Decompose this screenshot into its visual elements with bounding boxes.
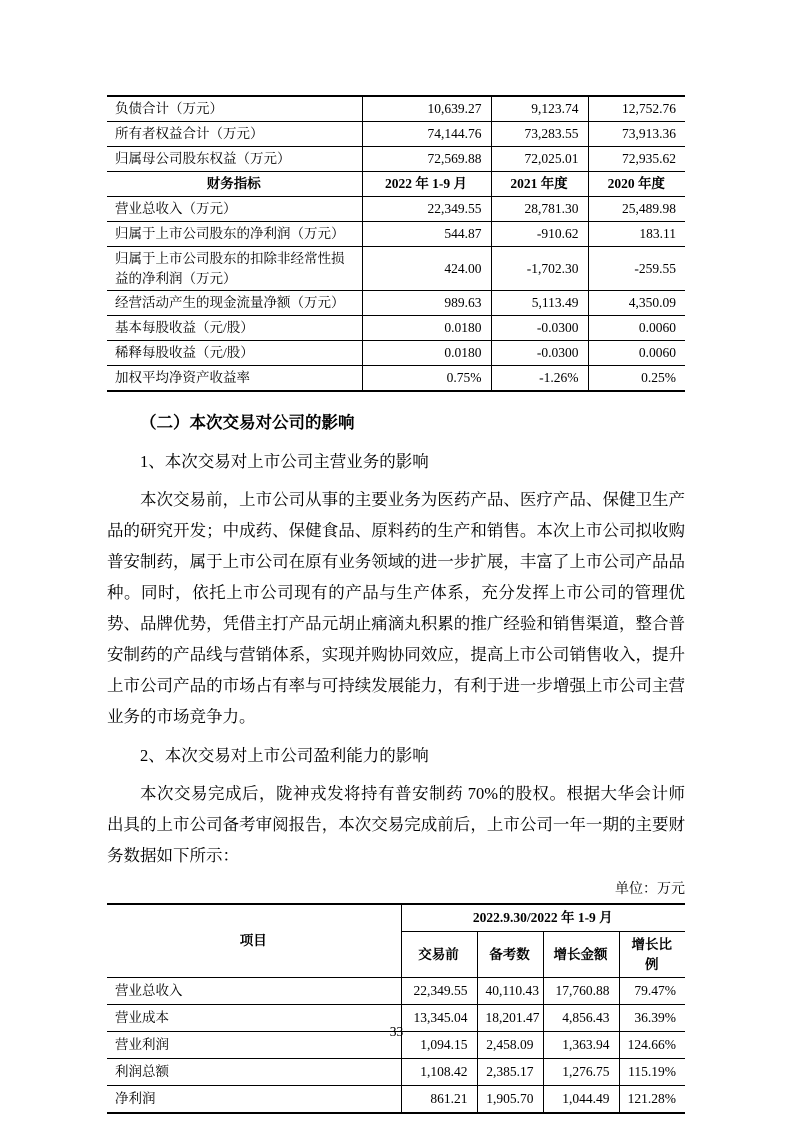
paragraph-2: 本次交易完成后，陇神戎发将持有普安制药 70%的股权。根据大华会计师出具的上市公司备考审阅报告，本次交易完成前后，上市公司一年一期的主要财务数据如下所示：: [107, 784, 685, 866]
cell-value: 424.00: [362, 247, 491, 291]
header-cell: 2020 年度: [588, 172, 685, 197]
cell-value: 0.0060: [588, 341, 685, 366]
cell-value: 544.87: [362, 222, 491, 247]
header-cell: 2022 年 1-9 月: [362, 172, 491, 197]
cell-value: 73,913.36: [588, 122, 685, 147]
table-row: [107, 1086, 685, 1114]
table-row: [107, 366, 685, 392]
cell-value: 73,283.55: [491, 122, 588, 147]
table-row: [107, 316, 685, 341]
cell-value: 13,345.04: [401, 1005, 477, 1032]
header-cell: 财务指标: [107, 172, 362, 197]
pro-forma-table: [107, 903, 685, 1114]
cell-value: 5,113.49: [491, 291, 588, 316]
table-row: [107, 978, 685, 1005]
page-content: [107, 95, 685, 1114]
unit-label: 单位：万元: [615, 882, 685, 898]
cell-value: 72,569.88: [362, 147, 491, 172]
financial-indicators-table: [107, 95, 685, 392]
table-row: [107, 197, 685, 222]
row-label: 营业总收入（万元）: [107, 197, 362, 222]
paragraph-1: 本次交易前，上市公司从事的主要业务为医药产品、医疗产品、保健卫生产品的研究开发；中成药、保健食品、原料药的生产和销售。本次上市公司拟收购普安制药，属于上市公司在原有业务领域的进一步扩展，丰富了上市公司产品品种。同时，依托上市公司现有的产品与生产体系，充分发挥上市公司的管理优势、品牌优势，凭借主打产品元胡止痛滴丸积累的推广经验和销售渠道，整合普安制药的产品线与营销体系，实现并购协同效应，提高上市公司销售收入，提升上市公司产品的市场占有率与可持续发展能力，有利于进一步增强上市公司主营业务的市场竞争力。: [107, 490, 685, 727]
cell-value: 1,276.75: [543, 1059, 619, 1086]
header-cell: 交易前: [401, 932, 477, 978]
header-cell: 2022.9.30/2022 年 1-9 月: [401, 904, 685, 932]
table-row: [107, 222, 685, 247]
cell-value: 22,349.55: [362, 197, 491, 222]
subsection-heading-1: 1、本次交易对上市公司主营业务的影响: [140, 452, 429, 472]
cell-value: 0.0180: [362, 341, 491, 366]
table-row: [107, 96, 685, 122]
cell-value: 25,489.98: [588, 197, 685, 222]
table-row: [107, 341, 685, 366]
row-label: 利润总额: [107, 1059, 401, 1086]
cell-value: 0.0180: [362, 316, 491, 341]
cell-value: 9,123.74: [491, 96, 588, 122]
row-label: 所有者权益合计（万元）: [107, 122, 362, 147]
cell-value: 1,108.42: [401, 1059, 477, 1086]
table-row: [107, 122, 685, 147]
cell-value: 40,110.43: [477, 978, 543, 1005]
cell-value: 79.47%: [619, 978, 685, 1005]
table-header-row: [107, 904, 685, 932]
cell-value: 124.66%: [619, 1032, 685, 1059]
cell-value: 1,905.70: [477, 1086, 543, 1114]
row-label: 负债合计（万元）: [115, 101, 223, 117]
row-label: 稀释每股收益（元/股）: [107, 341, 362, 366]
table-row: [107, 291, 685, 316]
row-label: 归属于上市公司股东的净利润（万元）: [107, 222, 362, 247]
header-cell: 项目: [239, 933, 267, 949]
cell-value: 183.11: [588, 222, 685, 247]
cell-value: 28,781.30: [491, 197, 588, 222]
row-label: 营业成本: [107, 1005, 401, 1032]
cell-value: 72,025.01: [491, 147, 588, 172]
cell-value: 0.25%: [588, 366, 685, 392]
cell-value: -1.26%: [491, 366, 588, 392]
cell-value: 18,201.47: [477, 1005, 543, 1032]
table-row: [107, 1059, 685, 1086]
row-label: 营业利润: [107, 1032, 401, 1059]
cell-value: -910.62: [491, 222, 588, 247]
cell-value: 1,094.15: [401, 1032, 477, 1059]
header-cell: 2021 年度: [491, 172, 588, 197]
cell-value: 36.39%: [619, 1005, 685, 1032]
cell-value: -0.0300: [491, 316, 588, 341]
table-header-row: [107, 172, 685, 197]
cell-value: 4,856.43: [543, 1005, 619, 1032]
cell-value: 12,752.76: [588, 96, 685, 122]
cell-value: 989.63: [362, 291, 491, 316]
cell-value: 72,935.62: [588, 147, 685, 172]
cell-value: 121.28%: [619, 1086, 685, 1114]
header-cell: 增长金额: [543, 932, 619, 978]
row-label: 归属母公司股东权益（万元）: [107, 147, 362, 172]
subsection-heading-2: 2、本次交易对上市公司盈利能力的影响: [140, 746, 429, 766]
row-label: 净利润: [107, 1086, 401, 1114]
cell-value: 10,639.27: [362, 96, 491, 122]
header-cell: 备考数: [477, 932, 543, 978]
cell-value: 2,458.09: [477, 1032, 543, 1059]
cell-value: 2,385.17: [477, 1059, 543, 1086]
row-label: 经营活动产生的现金流量净额（万元）: [107, 291, 362, 316]
row-label: 归属于上市公司股东的扣除非经常性损益的净利润（万元）: [107, 247, 362, 291]
section-heading: （二）本次交易对公司的影响: [140, 413, 355, 433]
page-number: 33: [389, 1024, 404, 1039]
cell-value: 74,144.76: [362, 122, 491, 147]
header-cell: 增长比例: [619, 932, 685, 978]
cell-value: 17,760.88: [543, 978, 619, 1005]
table-row: [107, 147, 685, 172]
cell-value: 0.0060: [588, 316, 685, 341]
row-label: 基本每股收益（元/股）: [107, 316, 362, 341]
cell-value: 1,044.49: [543, 1086, 619, 1114]
cell-value: -1,702.30: [491, 247, 588, 291]
row-label: 营业总收入: [107, 978, 401, 1005]
cell-value: 4,350.09: [588, 291, 685, 316]
cell-value: 861.21: [401, 1086, 477, 1114]
row-label: 加权平均净资产收益率: [107, 366, 362, 392]
cell-value: -0.0300: [491, 341, 588, 366]
cell-value: -259.55: [588, 247, 685, 291]
cell-value: 0.75%: [362, 366, 491, 392]
cell-value: 115.19%: [619, 1059, 685, 1086]
table-row: [107, 247, 685, 291]
cell-value: 1,363.94: [543, 1032, 619, 1059]
cell-value: 22,349.55: [401, 978, 477, 1005]
